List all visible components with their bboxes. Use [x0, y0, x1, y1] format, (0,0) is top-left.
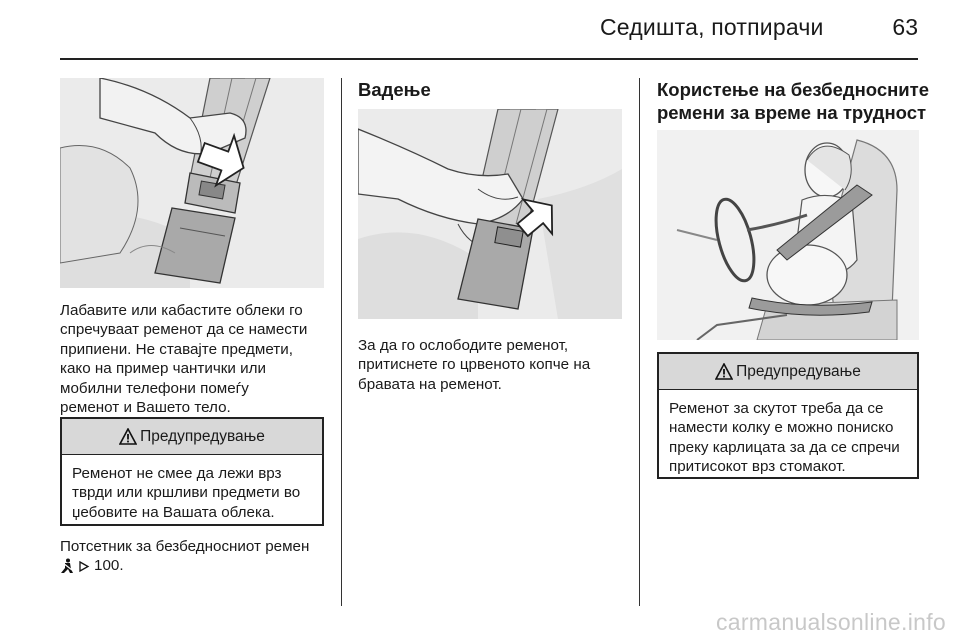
paragraph-line: За да го ослободите ременот,	[358, 337, 569, 354]
page-reference-arrow-icon	[78, 560, 90, 573]
page-number: 63	[892, 14, 918, 40]
reminder-text: Потсетник за безбедносниот ремен	[60, 538, 310, 555]
warning-title: Предупредување	[140, 427, 265, 445]
warning-line: притисокот врз стомакот.	[669, 458, 846, 476]
header-divider	[60, 58, 918, 60]
seatbelt-release-button-illustration	[358, 109, 622, 319]
warning-line: преку карлицата за да се спречи	[669, 438, 900, 456]
paragraph-line: мобилни телефони помеѓу	[60, 379, 249, 397]
warning-line: Ременот не смее да лежи врз	[72, 465, 282, 482]
heading-line: ремени за време на трудност	[657, 102, 927, 123]
seatbelt-reminder-icon	[60, 558, 74, 574]
warning-line: Ременот за скутот треба да се	[669, 400, 884, 417]
warning-header	[62, 419, 322, 455]
clothing-warning-paragraph	[60, 301, 330, 417]
release-button-drawing	[358, 109, 622, 319]
warning-body	[659, 390, 917, 485]
warning-body	[62, 455, 322, 530]
warning-triangle-icon	[715, 363, 733, 380]
warning-line: намести колку е можно пониско	[669, 419, 894, 437]
column-divider-1	[341, 78, 342, 606]
paragraph-line: припиени. Не ставајте предмети,	[60, 340, 293, 358]
paragraph-line: ременот и Вашето тело.	[60, 399, 231, 417]
heading-line: Користење на безбедносните	[657, 79, 930, 100]
buckle-insert-drawing	[60, 78, 324, 288]
pregnant-driver-seatbelt-illustration	[657, 130, 919, 340]
release-instruction-paragraph	[358, 336, 628, 394]
warning-line: тврди или кршливи предмети во	[72, 484, 301, 502]
section-heading-removal: Вадење	[358, 79, 431, 100]
seatbelt-buckle-insert-illustration	[60, 78, 324, 288]
warning-title: Предупредување	[736, 362, 861, 380]
seatbelt-reminder-reference	[60, 537, 332, 576]
pregnant-driver-drawing	[657, 130, 919, 340]
column-divider-2	[639, 78, 640, 606]
paragraph-line: како на пример чантички или	[60, 360, 266, 378]
warning-header	[659, 354, 917, 390]
paragraph-line: притиснете го црвеното копче на	[358, 356, 591, 374]
warning-triangle-icon	[119, 428, 137, 445]
warning-box-hard-objects	[60, 417, 324, 526]
page-header-title: Седишта, потпирачи	[600, 14, 824, 40]
warning-line: џебовите на Вашата облека.	[72, 503, 275, 521]
warning-box-pregnancy	[657, 352, 919, 479]
paragraph-line: спречуваат ременот да се намести	[60, 321, 308, 339]
paragraph-line: Лабавите или кабастите облеки го	[60, 302, 303, 319]
site-watermark: carmanualsonline.info	[715, 609, 946, 635]
reference-page[interactable]: 100.	[94, 557, 124, 575]
reminder-xref	[60, 556, 332, 575]
paragraph-line: бравата на ременот.	[358, 375, 502, 393]
section-heading-pregnancy	[657, 78, 937, 124]
